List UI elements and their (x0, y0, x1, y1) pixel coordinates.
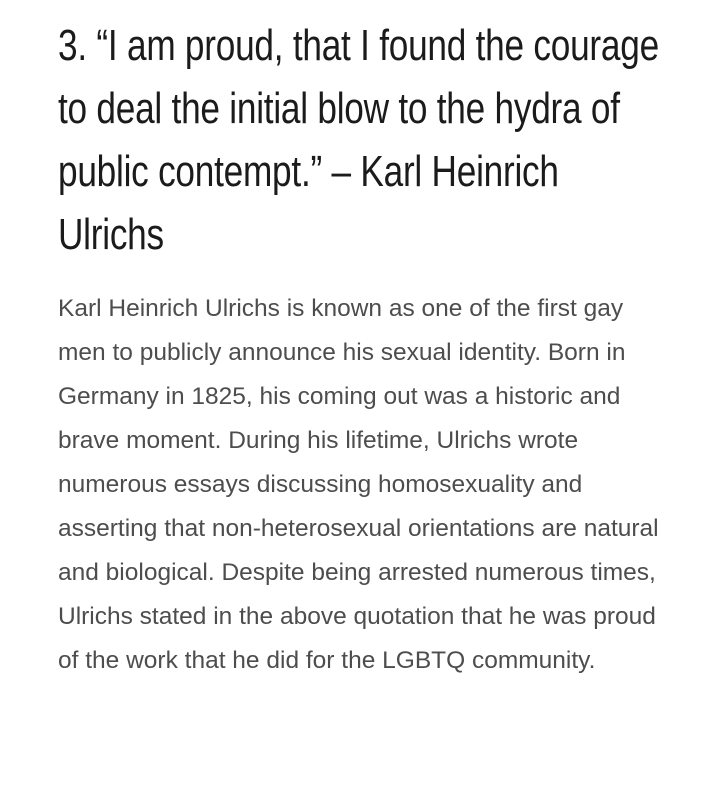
article-section (58, 14, 668, 674)
quote-heading: 3. “I am proud, that I found the courage to deal the initial blow to the hydra of public contempt.” – Karl Heinrich Ulrichs (58, 21, 659, 259)
article-paragraph: Karl Heinrich Ulrichs is known as one of the first gay men to publicly announce his sexual identity. Born in Germany in 1825, his coming out was a historic and brave moment. During his lifetime, Ulrichs wrote numerous essays discussing homosexuality and asserting that non-heterosexual orientations are natural and biological. Despite being arrested numerous times, Ulrichs stated in the above quotation that he was proud of the work that he did for the LGBTQ community. (58, 295, 659, 674)
